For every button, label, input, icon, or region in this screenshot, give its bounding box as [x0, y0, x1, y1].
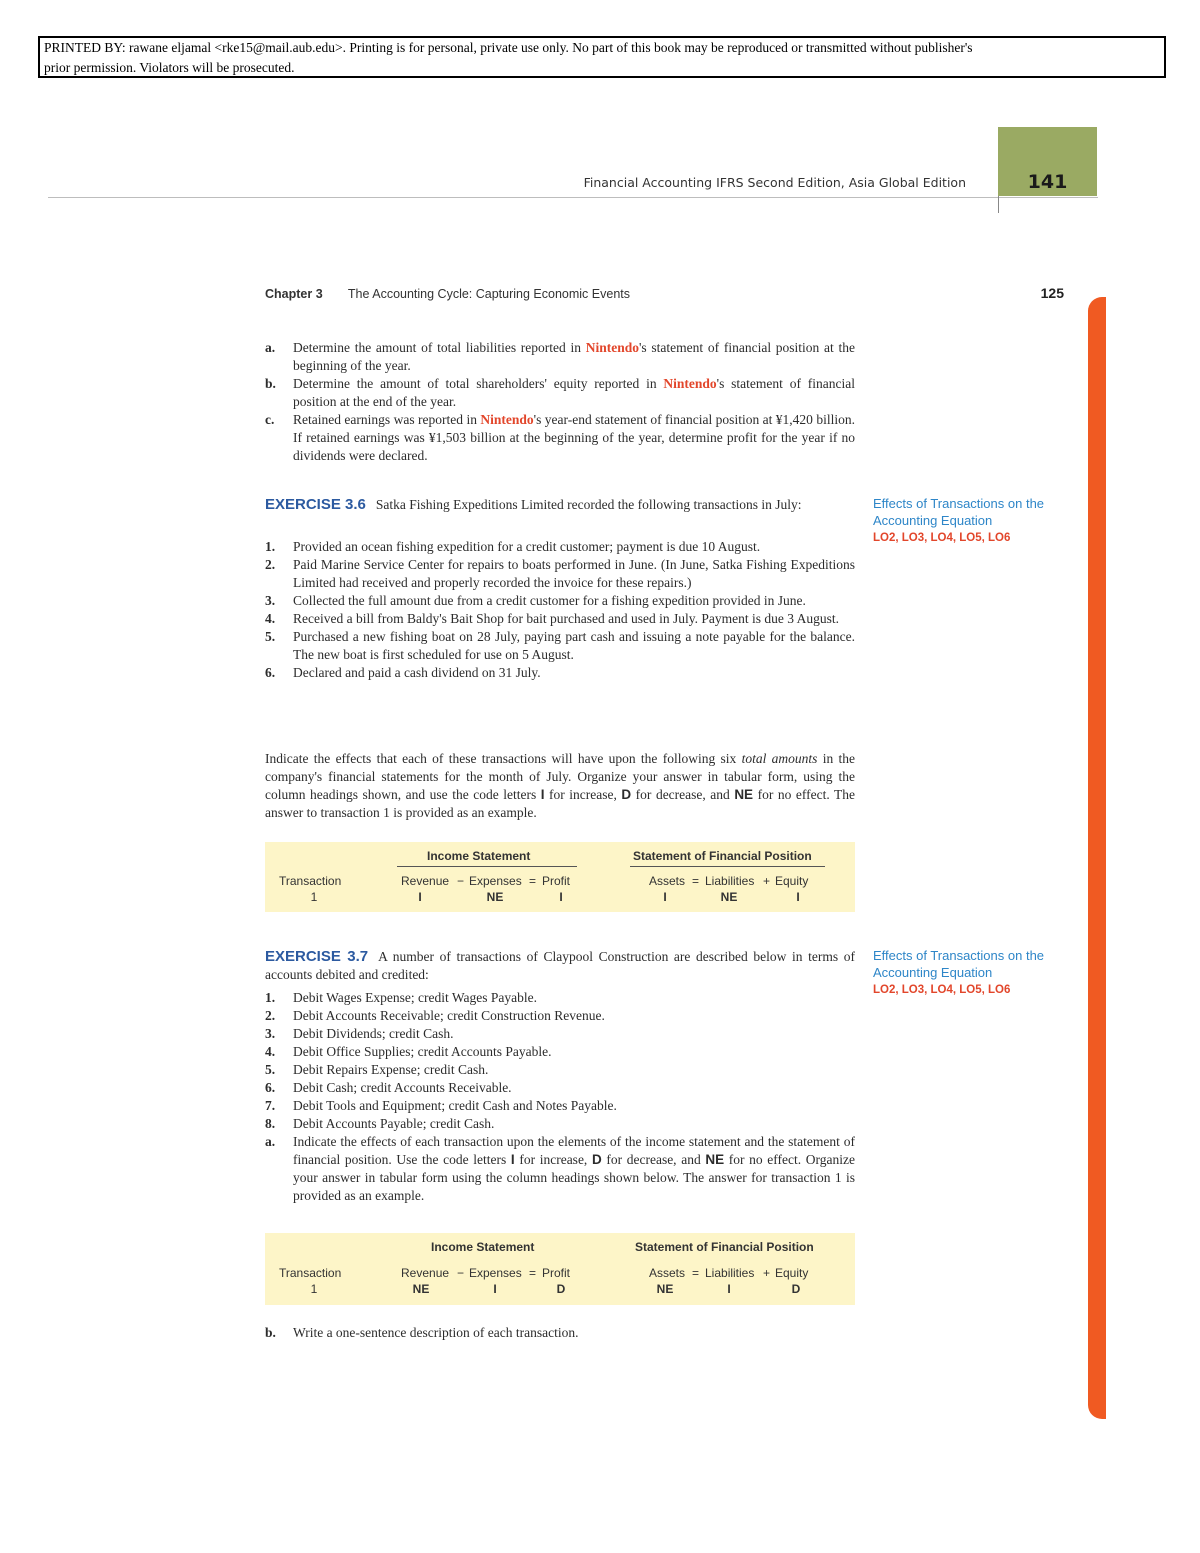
item-marker: a. [265, 1134, 276, 1149]
company-name: Nintendo [663, 376, 717, 391]
exercise-title: EXERCISE 3.7 [265, 948, 369, 965]
item-text: Received a bill from Baldy's Bait Shop for bait purchased and used in July. Payment is due 3 August. [293, 611, 839, 626]
item-text: Determine the amount of total liabilities reported in [293, 340, 586, 355]
operator: + [763, 874, 771, 888]
item-marker: 6. [265, 1080, 276, 1095]
item-text: Collected the full amount due from a credit customer for a fishing expedition provided in June. [293, 593, 806, 608]
item-marker: 2. [265, 557, 276, 572]
item-marker: 5. [265, 1062, 276, 1077]
instruction-text: for decrease, and [631, 787, 735, 802]
item-text: Debit Accounts Receivable; credit Construction Revenue. [293, 1008, 605, 1023]
item-marker: 8. [265, 1116, 276, 1131]
item-text: Debit Cash; credit Accounts Receivable. [293, 1080, 512, 1095]
code-letter: NE [705, 1152, 725, 1167]
cell-assets: NE [656, 1282, 674, 1296]
cell-profit: D [556, 1282, 566, 1296]
operator: − [457, 874, 465, 888]
cell-revenue: I [418, 890, 422, 904]
item-marker: 6. [265, 665, 276, 680]
item-text: Determine the amount of total shareholders' equity reported in [293, 376, 664, 391]
item-marker: 2. [265, 1008, 276, 1023]
header-tick [998, 196, 999, 213]
exercise-3-7-intro [265, 948, 855, 984]
list-item [265, 1007, 855, 1025]
item-text: Purchased a new fishing boat on 28 July, paying part cash and issuing a note payable for the balance. The new boat is first scheduled for use on 5 August. [293, 629, 855, 662]
exercise-3-6-intro [265, 496, 855, 514]
exercise-3-6-sidebar [873, 495, 1063, 544]
table-group-income: Income Statement [427, 849, 531, 863]
code-letter: I [510, 1152, 515, 1167]
sidebar-topic: Effects of Transactions on the Accounting Equation [873, 948, 1045, 980]
cell-transaction: 1 [310, 890, 318, 904]
col-profit: Profit [542, 1266, 571, 1280]
part-a [265, 1133, 855, 1205]
item-marker: b. [265, 376, 276, 391]
instruction-text: for increase, [514, 1152, 592, 1167]
item-text: Debit Wages Expense; credit Wages Payable. [293, 990, 538, 1005]
exercise-3-6-instructions [265, 750, 855, 822]
list-item [265, 610, 855, 628]
code-letter: D [621, 787, 632, 802]
list-item [265, 538, 855, 556]
item-text: 's year-end statement of financial position at ¥1,420 billion. If retained earnings was ¥1,503 billion at the beginning of the year, determine profit for the year if no dividends were declared. [293, 412, 856, 463]
print-notice-line-1: PRINTED BY: rawane eljamal <rke15@mail.aub.edu>. Printing is for personal, private use only. No part of this book may be reproduced or transmitted without publisher's [44, 40, 973, 55]
item-text: 's statement of financial position at the end of the year. [293, 376, 856, 409]
list-item [265, 1061, 855, 1079]
item-marker: c. [265, 412, 275, 427]
book-title: Financial Accounting IFRS Second Edition, Asia Global Edition [583, 175, 966, 190]
list-item [265, 556, 855, 592]
instruction-text: for decrease, and [601, 1152, 706, 1167]
exercise-3-7-transactions [265, 989, 855, 1205]
operator: = [529, 1266, 537, 1280]
cell-expenses: I [493, 1282, 497, 1296]
learning-objectives: LO2, LO3, LO4, LO5, LO6 [873, 532, 1011, 544]
item-marker: 4. [265, 1044, 276, 1059]
intro-list [265, 339, 855, 465]
operator: = [692, 1266, 700, 1280]
col-profit: Profit [542, 874, 571, 888]
exercise-intro-text: Satka Fishing Expeditions Limited recorded the following transactions in July: [375, 497, 802, 512]
item-marker: 4. [265, 611, 276, 626]
instruction-text: in the company's financial statements for the month of July. Organize your answer in tabular form, using the column headings shown, and use the code letters [265, 751, 855, 802]
item-text: Debit Dividends; credit Cash. [293, 1026, 454, 1041]
code-letter: NE [734, 787, 754, 802]
print-notice-line-2: prior permission. Violators will be prosecuted. [44, 60, 295, 75]
item-text: Provided an ocean fishing expedition for a credit customer; payment is due 10 August. [293, 539, 761, 554]
list-item [265, 339, 855, 375]
item-marker: a. [265, 340, 276, 355]
col-liabilities: Liabilities [705, 1266, 755, 1280]
header-rule [48, 197, 1098, 198]
company-name: Nintendo [480, 412, 534, 427]
cell-liabilities: NE [720, 890, 738, 904]
col-transaction: Transaction [279, 1266, 342, 1280]
instruction-text: for increase, [544, 787, 622, 802]
part-b [265, 1324, 855, 1342]
chapter-label: Chapter 3 [265, 287, 323, 301]
table-group-position: Statement of Financial Position [635, 1240, 814, 1254]
cell-revenue: NE [412, 1282, 430, 1296]
cell-expenses: NE [486, 890, 504, 904]
list-item [265, 664, 855, 682]
exercise-intro-text: A number of transactions of Claypool Construction are described below in terms of accounts debited and credited: [265, 949, 855, 982]
item-marker: 7. [265, 1098, 276, 1113]
exercise-3-7-part-b [265, 1324, 855, 1342]
col-liabilities: Liabilities [705, 874, 755, 888]
item-text: Write a one-sentence description of each transaction. [293, 1325, 579, 1340]
company-name: Nintendo [585, 340, 639, 355]
col-expenses: Expenses [469, 1266, 522, 1280]
code-letter: I [540, 787, 545, 802]
sidebar-topic: Effects of Transactions on the Accounting Equation [873, 496, 1045, 528]
instruction-text: for no effect. Organize your answer in tabular form using the column headings shown below. The answer for transaction 1 is provided as an example. [293, 1152, 855, 1203]
cell-liabilities: I [727, 1282, 731, 1296]
item-marker: 1. [265, 539, 276, 554]
item-marker: 3. [265, 593, 276, 608]
list-item [265, 375, 855, 411]
list-item [265, 989, 855, 1007]
item-marker: 1. [265, 990, 276, 1005]
chapter-page-number: 125 [1040, 285, 1064, 301]
instruction-emphasis: total amounts [741, 751, 818, 766]
list-item [265, 628, 855, 664]
cell-profit: I [559, 890, 563, 904]
print-notice [38, 36, 1166, 78]
item-marker: b. [265, 1325, 276, 1340]
page-number: 141 [1027, 171, 1068, 193]
exercise-3-6-table [265, 842, 855, 912]
list-item [265, 1043, 855, 1061]
learning-objectives: LO2, LO3, LO4, LO5, LO6 [873, 984, 1011, 996]
operator: = [692, 874, 700, 888]
chapter-header [265, 287, 855, 301]
list-item [265, 592, 855, 610]
item-text: Retained earnings was reported in [293, 412, 481, 427]
cell-transaction: 1 [310, 1282, 318, 1296]
instruction-text: Indicate the effects that each of these transactions will have upon the following six [265, 751, 742, 766]
table-group-position: Statement of Financial Position [633, 849, 812, 863]
exercise-3-6-transactions [265, 538, 855, 682]
exercise-3-7-sidebar [873, 947, 1063, 996]
instruction-text: for no effect. The answer to transaction 1 is provided as an example. [265, 787, 855, 820]
col-assets: Assets [649, 874, 686, 888]
exercise-3-7-table [265, 1233, 855, 1305]
list-item [265, 1097, 855, 1115]
list-item [265, 1025, 855, 1043]
table-group-income: Income Statement [431, 1240, 535, 1254]
item-text: Declared and paid a cash dividend on 31 July. [293, 665, 541, 680]
col-equity: Equity [775, 874, 809, 888]
item-text: 's statement of financial position at the beginning of the year. [293, 340, 855, 373]
list-item [265, 411, 855, 465]
group-underline [397, 866, 577, 867]
item-text: Debit Office Supplies; credit Accounts Payable. [293, 1044, 552, 1059]
col-revenue: Revenue [401, 1266, 450, 1280]
page-edge-tab [1088, 297, 1106, 1419]
cell-assets: I [663, 890, 667, 904]
operator: + [763, 1266, 771, 1280]
chapter-title: The Accounting Cycle: Capturing Economic Events [347, 287, 630, 301]
col-revenue: Revenue [401, 874, 450, 888]
col-expenses: Expenses [469, 874, 522, 888]
col-transaction: Transaction [279, 874, 342, 888]
instruction-text: Indicate the effects of each transaction upon the elements of the income statement and the statement of financial position. Use the code letters [293, 1134, 855, 1167]
group-underline [630, 866, 825, 867]
item-marker: 5. [265, 629, 276, 644]
operator: = [529, 874, 537, 888]
item-text: Debit Repairs Expense; credit Cash. [293, 1062, 489, 1077]
item-marker: 3. [265, 1026, 276, 1041]
col-assets: Assets [649, 1266, 686, 1280]
item-text: Debit Tools and Equipment; credit Cash and Notes Payable. [293, 1098, 617, 1113]
cell-equity: D [791, 1282, 801, 1296]
list-item [265, 1115, 855, 1133]
item-text: Debit Accounts Payable; credit Cash. [293, 1116, 495, 1131]
col-equity: Equity [775, 1266, 809, 1280]
cell-equity: I [796, 890, 800, 904]
exercise-title: EXERCISE 3.6 [265, 496, 366, 513]
code-letter: D [591, 1152, 602, 1167]
item-text: Paid Marine Service Center for repairs to boats performed in June. (In June, Satka Fishing Expeditions Limited had received and properly recorded the invoice for these repairs.) [293, 557, 855, 590]
list-item [265, 1079, 855, 1097]
operator: − [457, 1266, 465, 1280]
